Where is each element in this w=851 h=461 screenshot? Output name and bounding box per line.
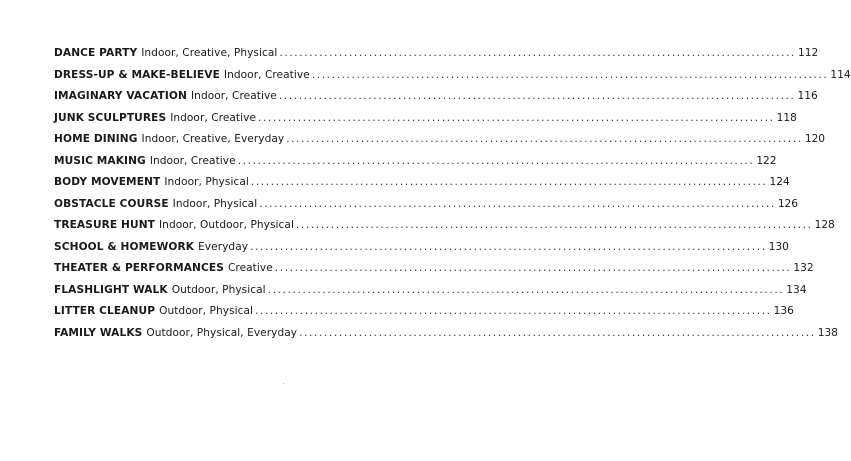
table-of-contents — [54, 47, 851, 348]
entry-title: OBSTACLE COURSE — [54, 197, 169, 210]
entry-title: DRESS-UP & MAKE-BELIEVE — [54, 68, 220, 81]
entry-title: SCHOOL & HOMEWORK — [54, 240, 195, 253]
toc-entry — [54, 154, 777, 177]
dot-leader: ........................................................................................................ — [311, 68, 829, 81]
entry-title: IMAGINARY VACATION — [54, 90, 187, 102]
entry-page-number: 126 — [777, 197, 799, 210]
dot-leader: ........................................................................................................ — [250, 240, 767, 253]
toc-entry — [54, 305, 794, 327]
toc-entry — [54, 133, 826, 155]
entry-tags: Everyday — [198, 240, 249, 253]
entry-page-number: 130 — [768, 240, 789, 253]
entry-page-number: 128 — [814, 219, 835, 231]
toc-entry — [54, 68, 851, 91]
entry-page-number: 124 — [769, 176, 790, 188]
dot-leader: ........................................................................................................ — [286, 133, 803, 145]
entry-page-number: 112 — [798, 47, 819, 59]
toc-entry — [54, 240, 789, 263]
toc-entry — [54, 262, 814, 284]
dot-leader: ........................................................................................................ — [267, 283, 785, 296]
dot-leader: ........................................................................................................ — [278, 90, 796, 102]
entry-title: TREASURE HUNT — [54, 219, 155, 231]
entry-tags: Indoor, Creative — [191, 90, 277, 102]
entry-title: LITTER CLEANUP — [54, 305, 156, 317]
paper-speck — [283, 383, 284, 384]
entry-page-number: 122 — [756, 154, 777, 167]
entry-title: BODY MOVEMENT — [54, 176, 161, 188]
dot-leader: ........................................................................................................ — [299, 326, 816, 339]
entry-page-number: 118 — [776, 111, 797, 124]
entry-tags: Indoor, Creative — [223, 68, 310, 81]
entry-tags: Indoor, Creative — [170, 111, 257, 124]
entry-page-number: 132 — [793, 262, 814, 274]
entry-page-number: 116 — [797, 90, 818, 102]
toc-entry — [54, 47, 819, 69]
entry-page-number: 136 — [773, 305, 794, 317]
entry-tags: Outdoor, Physical, Everyday — [146, 326, 298, 339]
entry-tags: Outdoor, Physical — [159, 305, 254, 317]
entry-title: HOME DINING — [54, 133, 138, 145]
dot-leader: ........................................................................................................ — [237, 154, 755, 167]
dot-leader: ........................................................................................................ — [255, 305, 772, 317]
dot-leader: ........................................................................................................ — [250, 176, 768, 188]
dot-leader: ........................................................................................................ — [279, 47, 797, 59]
entry-page-number: 138 — [817, 326, 838, 339]
toc-entry — [54, 283, 807, 306]
entry-tags: Indoor, Physical — [164, 176, 249, 188]
toc-entry — [54, 326, 838, 349]
entry-tags: Indoor, Creative, Physical — [141, 47, 278, 59]
dot-leader: ........................................................................................................ — [259, 197, 776, 210]
entry-tags: Outdoor, Physical — [171, 283, 266, 296]
entry-page-number: 134 — [786, 283, 807, 296]
entry-title: MUSIC MAKING — [54, 154, 146, 167]
dot-leader: ........................................................................................................ — [258, 111, 775, 124]
entry-tags: Creative — [227, 262, 273, 274]
entry-page-number: 114 — [830, 68, 851, 81]
entry-title: THEATER & PERFORMANCES — [54, 262, 224, 274]
dot-leader: ........................................................................................................ — [295, 219, 813, 231]
entry-tags: Indoor, Creative — [149, 154, 236, 167]
toc-entry — [54, 90, 818, 112]
toc-entry — [54, 197, 799, 220]
entry-tags: Indoor, Physical — [172, 197, 258, 210]
dot-leader: ........................................................................................................ — [274, 262, 792, 274]
entry-title: DANCE PARTY — [54, 47, 138, 59]
toc-entry — [54, 219, 835, 241]
entry-title: JUNK SCULPTURES — [54, 111, 167, 124]
entry-tags: Indoor, Outdoor, Physical — [159, 219, 294, 231]
entry-tags: Indoor, Creative, Everyday — [141, 133, 285, 145]
entry-title: FLASHLIGHT WALK — [54, 283, 168, 296]
toc-entry — [54, 176, 790, 198]
entry-title: FAMILY WALKS — [54, 326, 143, 339]
toc-entry — [54, 111, 797, 134]
entry-page-number: 120 — [804, 133, 826, 145]
